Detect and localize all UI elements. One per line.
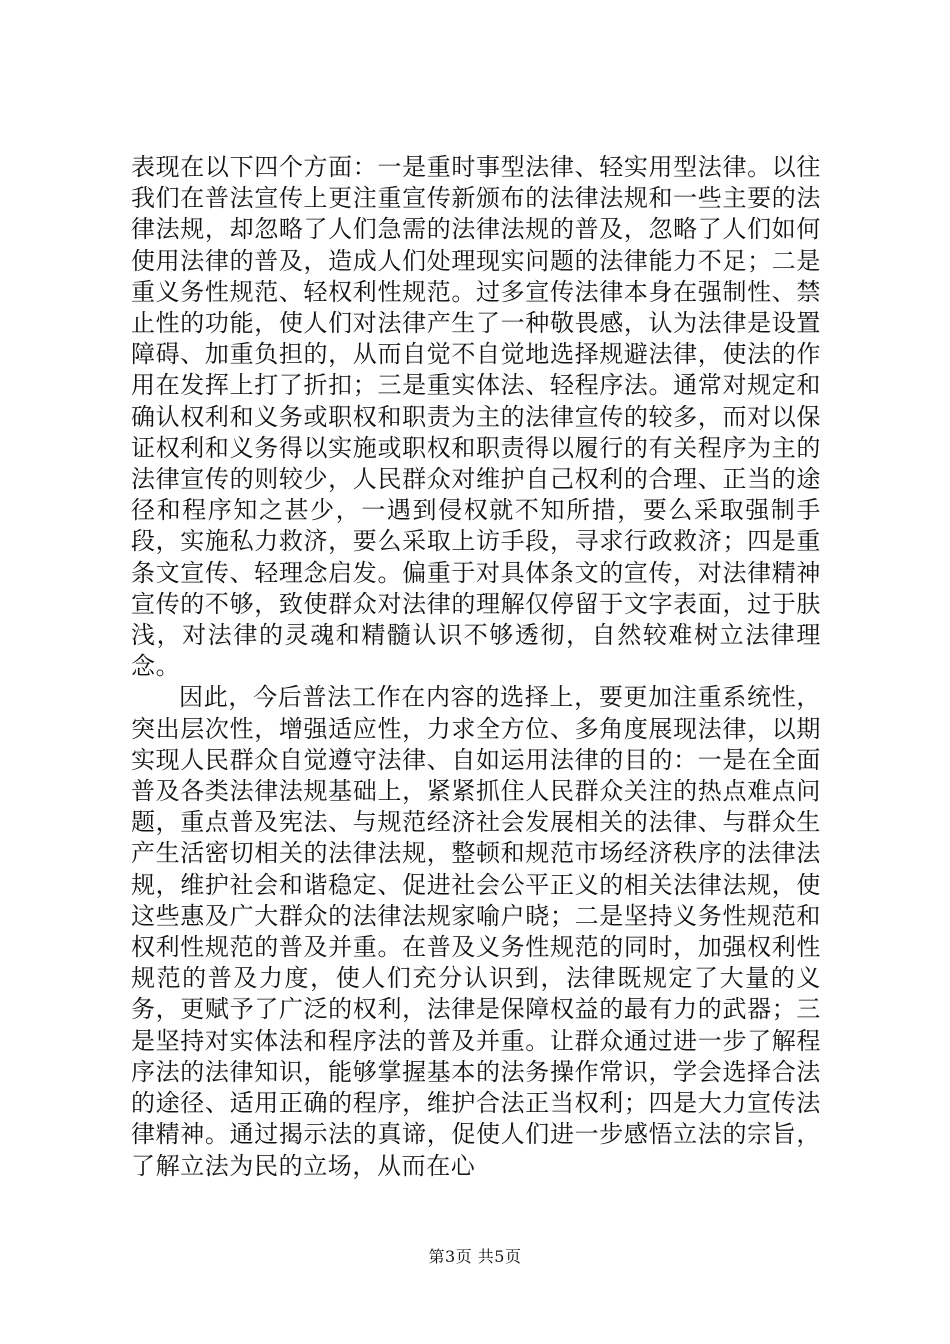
paragraph-reason: 因此，今后普法工作在内容的选择上，要更加注重系统性，突出层次性，增强适应性，力求全方位、多角度展现法律，以期实现人民群众自觉遵守法律、自如运用法律的目的：一是在全面普及各类法律法规基础上，紧紧抓住人民群众关注的热点难点问题，重点普及宪法、与规范经济社会发展相关的法律、与群众生产生活密切相关的法律法规，整顿和规范市场经济秩序的法律法规，维护社会和谐稳定、促进社会公平正义的相关法律法规，使这些惠及广大群众的法律法规家喻户晓；二是坚持义务性规范和权利性规范的普及并重。在普及义务性规范的同时，加强权利性规范的普及力度，使人们充分认识到，法律既规定了大量的义务，更赋予了广泛的权利，法律是保障权益的最有力的武器；三是坚持对实体法和程序法的普及并重。让群众通过进一步了解程序法的法律知识，能够掌握基本的法务操作常识，学会选择合法的途径、适用正确的程序，维护合法正当权利；四是大力宣传法律精神。通过揭示法的真谛，促使人们进一步感悟立法的宗旨，了解立法为民的立场，从而在心: [131, 683, 821, 1180]
page-footer: 第3页 共5页: [428, 1247, 522, 1266]
paragraph-continuation: 表现在以下四个方面：一是重时事型法律、轻实用型法律。以往我们在普法宣传上更注重宣传新颁布的法律法规和一些主要的法律法规，却忽略了人们急需的法律法规的普及，忽略了人们如何使用法律的普及，造成人们处理现实问题的法律能力不足；二是重义务性规范、轻权利性规范。过多宣传法律本身在强制性、禁止性的功能，使人们对法律产生了一种敬畏感，认为法律是设置障碍、加重负担的，从而自觉不自觉地选择规避法律，使法的作用在发挥上打了折扣；三是重实体法、轻程序法。通常对规定和确认权利和义务或职权和职责为主的法律宣传的较多，而对以保证权利和义务得以实施或职权和职责得以履行的有关程序为主的法律宣传的则较少，人民群众对维护自己权利的合理、正当的途径和程序知之甚少，一遇到侵权就不知所措，要么采取强制手段，实施私力救济，要么采取上访手段，寻求行政救济；四是重条文宣传、轻理念启发。偏重于对具体条文的宣传，对法律精神宣传的不够，致使群众对法律的理解仅停留于文字表面，过于肤浅，对法律的灵魂和精髓认识不够透彻，自然较难树立法律理念。: [131, 153, 821, 681]
document-body: [131, 152, 821, 1182]
